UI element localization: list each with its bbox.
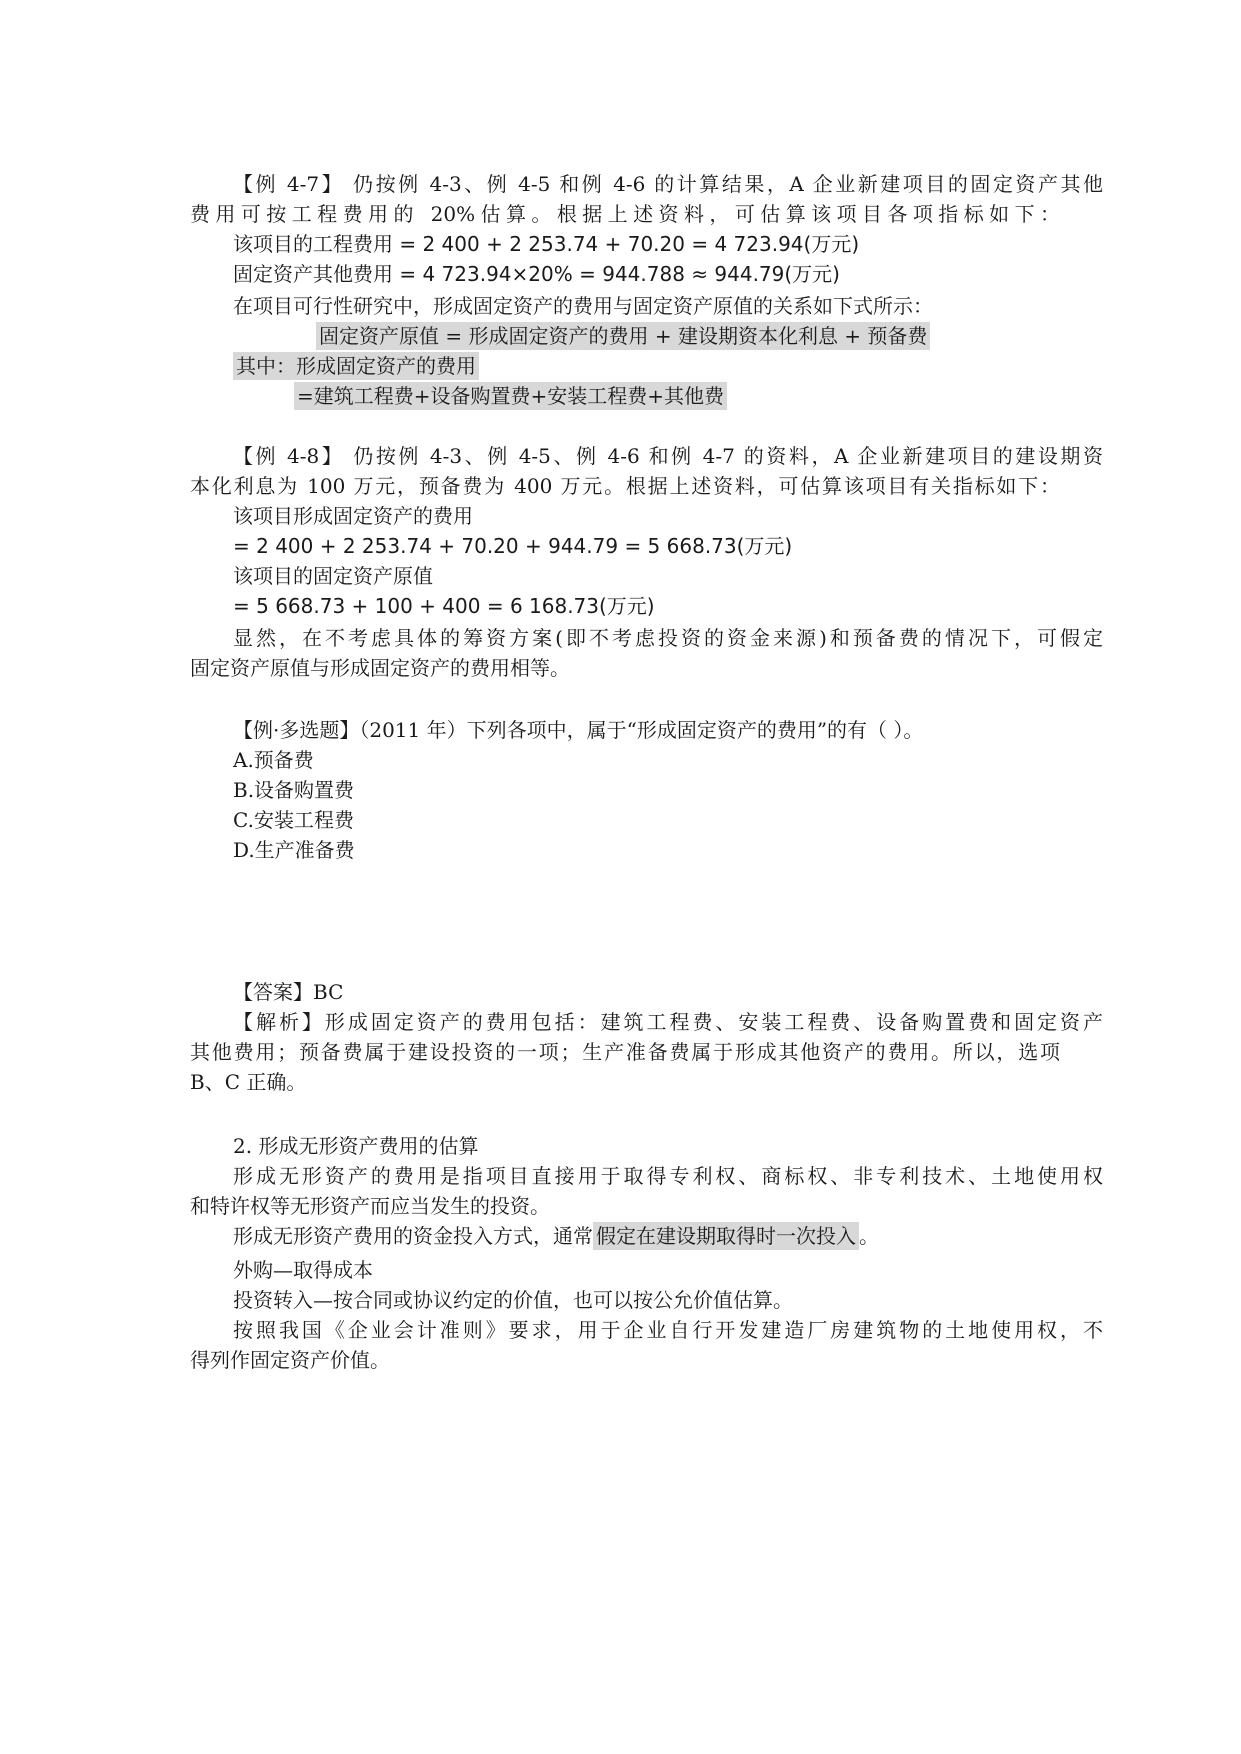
question-stem: 【例·多选题】（2011 年）下列各项中，属于“形成固定资产的费用”的有（ ）。: [233, 718, 924, 742]
relation-statement: 在项目可行性研究中，形成固定资产的费用与固定资产原值的关系如下式所示：: [233, 294, 933, 318]
section-paragraph-3: 外购—取得成本: [233, 1258, 373, 1282]
formula-breakdown: [294, 380, 1164, 412]
formula-where-line: [233, 350, 1103, 382]
section-paragraph-2: [233, 1220, 1103, 1252]
fixed-asset-formula: [316, 320, 1186, 352]
example-4-8-line-3: 该项目形成固定资产的费用: [233, 504, 473, 528]
option-d: D.生产准备费: [233, 838, 355, 862]
example-4-7-line-1: 【例 4-7】 仍按例 4-3、例 4-5 和例 4-6 的计算结果，A 企业新建项目的固定资产其他: [233, 172, 1103, 196]
formula-breakdown-text: =建筑工程费+设备购置费+安装工程费+其他费: [294, 382, 727, 410]
example-4-8-equation-2: = 5 668.73 + 100 + 400 = 6 168.73(万元): [233, 594, 655, 618]
section-paragraph-1b: 和特许权等无形资产而应当发生的投资。: [190, 1194, 550, 1218]
paragraph-2-prefix: 形成无形资产费用的资金投入方式，通常: [233, 1224, 593, 1248]
example-4-8-line-5: 该项目的固定资产原值: [233, 564, 433, 588]
analysis-line-2: 其他费用；预备费属于建设投资的一项；生产准备费属于形成其他资产的费用。所以，选项: [190, 1040, 1060, 1064]
example-4-8-line-7: 显然，在不考虑具体的筹资方案(即不考虑投资的资金来源)和预备费的情况下，可假定: [233, 626, 1103, 650]
option-c: C.安装工程费: [233, 808, 354, 832]
option-b: B.设备购置费: [233, 778, 355, 802]
other-fixed-asset-cost-equation: 固定资产其他费用 = 4 723.94×20% = 944.788 ≈ 944.79(万元): [233, 262, 840, 286]
analysis-line-3: B、C 正确。: [190, 1070, 307, 1094]
example-4-7-line-2: 费用可按工程费用的 20%估算。根据上述资料，可估算该项目各项指标如下：: [190, 202, 1060, 226]
section-paragraph-4: 投资转入—按合同或协议约定的价值，也可以按公允价值估算。: [233, 1288, 793, 1312]
example-4-8-equation-1: = 2 400 + 2 253.74 + 70.20 + 944.79 = 5 668.73(万元): [233, 534, 793, 558]
section-paragraph-5b: 得列作固定资产价值。: [190, 1348, 390, 1372]
formula-where-text: 其中：形成固定资产的费用: [233, 352, 479, 380]
section-paragraph-5a: 按照我国《企业会计准则》要求，用于企业自行开发建造厂房建筑物的土地使用权，不: [233, 1318, 1103, 1342]
example-4-8-line-2: 本化利息为 100 万元，预备费为 400 万元。根据上述资料，可估算该项目有关指标如下：: [190, 474, 1060, 498]
answer-label: 【答案】BC: [233, 980, 344, 1004]
example-4-8-line-1: 【例 4-8】 仍按例 4-3、例 4-5、例 4-6 和例 4-7 的资料，A 企业新建项目的建设期资: [233, 444, 1103, 468]
option-a: A.预备费: [233, 748, 314, 772]
fixed-asset-formula-text: 固定资产原值 = 形成固定资产的费用 + 建设期资本化利息 + 预备费: [316, 322, 930, 350]
example-4-8-line-8: 固定资产原值与形成固定资产的费用相等。: [190, 656, 570, 680]
analysis-line-1: 【解析】形成固定资产的费用包括：建筑工程费、安装工程费、设备购置费和固定资产: [233, 1010, 1103, 1034]
section-heading: 2. 形成无形资产费用的估算: [233, 1134, 479, 1158]
paragraph-2-highlight: 假定在建设期取得时一次投入: [593, 1222, 859, 1250]
section-paragraph-1a: 形成无形资产的费用是指项目直接用于取得专利权、商标权、非专利技术、土地使用权: [233, 1164, 1103, 1188]
engineering-cost-equation: 该项目的工程费用 = 2 400 + 2 253.74 + 70.20 = 4 723.94(万元): [233, 232, 860, 256]
paragraph-2-suffix: 。: [859, 1224, 879, 1248]
